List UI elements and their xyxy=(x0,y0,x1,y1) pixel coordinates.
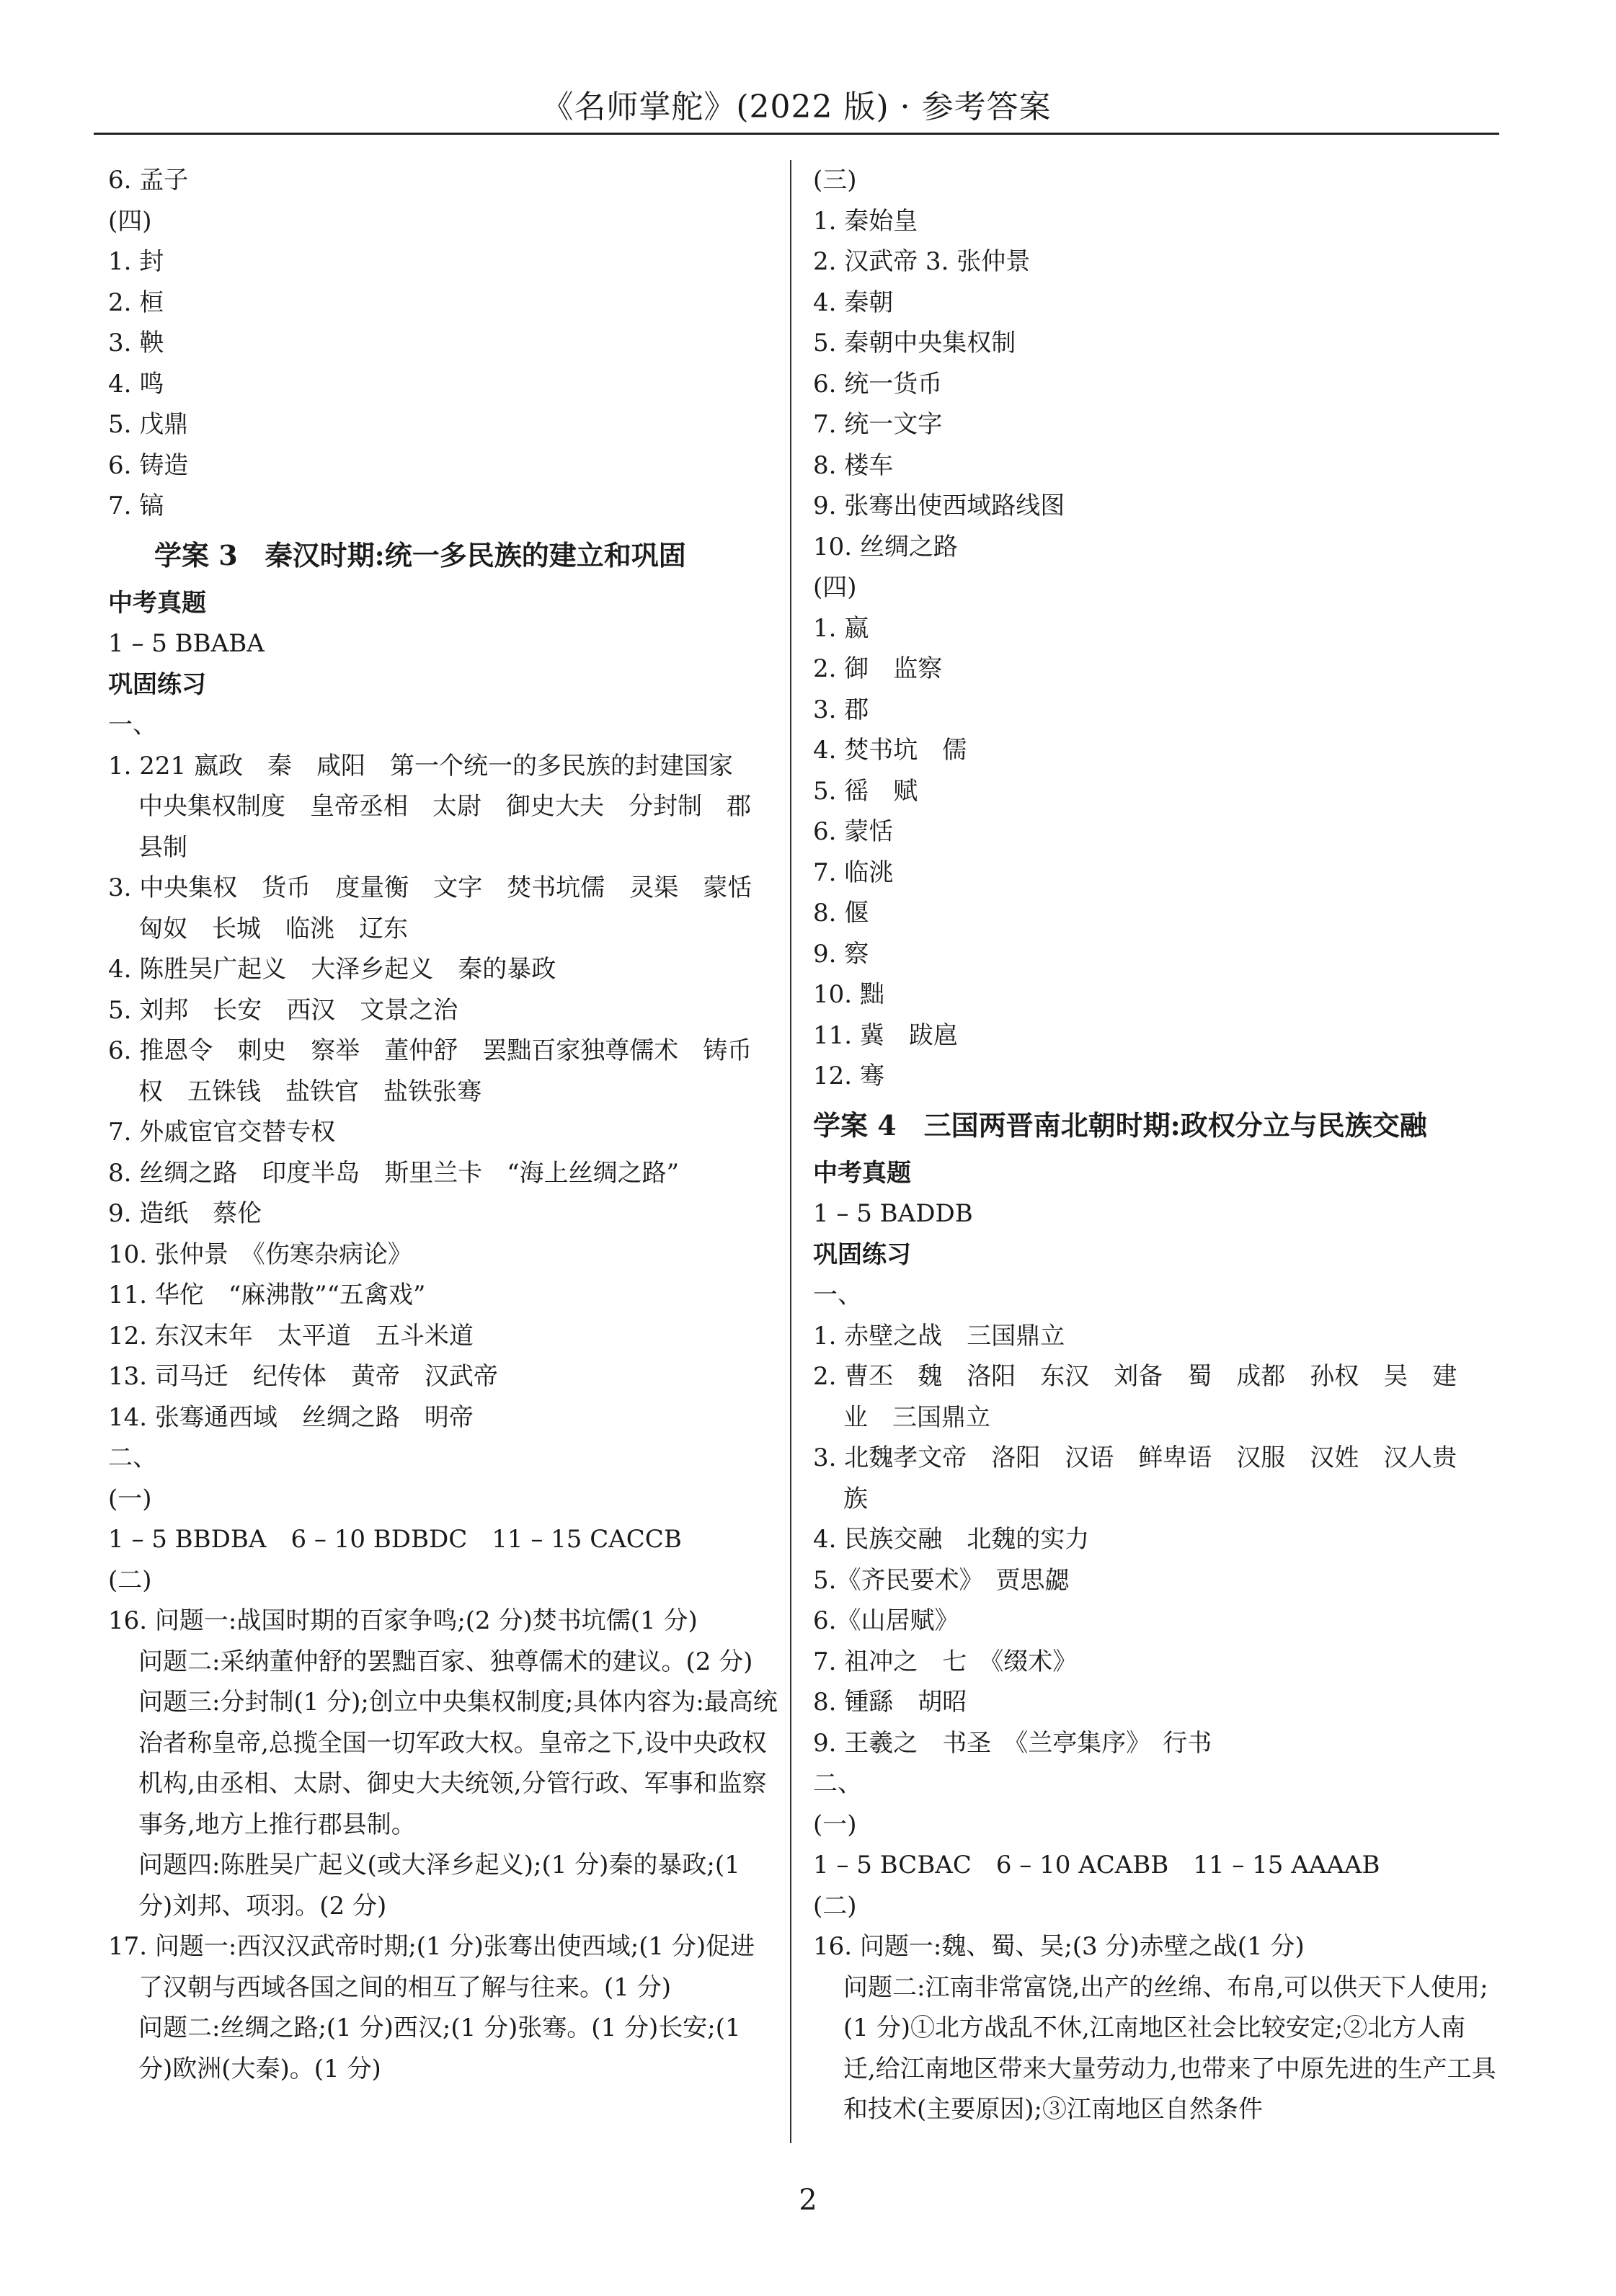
answer-line: 1. 嬴 xyxy=(813,613,869,643)
sub-heading: (二) xyxy=(108,1565,152,1595)
answer-line: 9. 王羲之 书圣 《兰亭集序》 行书 xyxy=(813,1728,1212,1758)
answer-line: 4. 民族交融 北魏的实力 xyxy=(813,1525,1090,1554)
answer-line: 业 三国鼎立 xyxy=(843,1402,990,1432)
answer-line: 4. 陈胜吴广起义 大泽乡起义 秦的暴政 xyxy=(108,955,556,984)
sub-heading: (一) xyxy=(108,1484,152,1513)
answer-line: 7. 镐 xyxy=(108,491,164,520)
answer-line: 8. 锺繇 胡昭 xyxy=(813,1688,967,1717)
question-17-part-1: 17. 问题一:西汉汉武帝时期;(1 分)张骞出使西域;(1 分)促进了汉朝与西域各国之间的相互了解与往来。(1 分) xyxy=(108,1932,755,2002)
sub-heading: (四) xyxy=(108,206,152,236)
answer-line: 11. 冀 跋扈 xyxy=(813,1020,958,1050)
answer-line: 11. 华佗 “麻沸散”“五禽戏” xyxy=(108,1281,426,1309)
section-4-title: 学案 4 三国两晋南北朝时期:政权分立与民族交融 xyxy=(813,1108,1427,1142)
part-label: 一、 xyxy=(108,711,157,739)
answer-line: 6. 蒙恬 xyxy=(813,817,894,846)
mc-answers: 1 – 5 BCBAC 6 – 10 ACABB 11 – 15 AAAAB xyxy=(813,1851,1380,1879)
answer-line: 权 五铢钱 盐铁官 盐铁张骞 xyxy=(138,1077,481,1106)
answer-line: 9. 造纸 蔡伦 xyxy=(108,1199,262,1228)
answer-line: 6. 统一货币 xyxy=(813,369,943,399)
answer-line: 3. 中央集权 货币 度量衡 文字 焚书坑儒 灵渠 蒙恬 xyxy=(108,873,752,902)
answer-line: 匈奴 长城 临洮 辽东 xyxy=(138,914,408,943)
right-column xyxy=(813,160,1498,2130)
answer-line: 5. 秦朝中央集权制 xyxy=(813,329,1016,357)
part-label: 二、 xyxy=(813,1769,862,1798)
answer-line: 5. 刘邦 长安 西汉 文景之治 xyxy=(108,995,458,1025)
answer-line: 1. 秦始皇 xyxy=(813,206,918,236)
answer-line: 2. 汉武帝 3. 张仲景 xyxy=(813,247,1031,276)
answer-line: 5. 戊鼎 xyxy=(108,410,189,439)
exam-answer: 1 – 5 BADDB xyxy=(813,1199,973,1228)
answer-line: 4. 焚书坑 儒 xyxy=(813,736,967,765)
answer-line: 8. 偃 xyxy=(813,899,869,927)
answer-line: 中央集权制度 皇帝丞相 太尉 御史大夫 分封制 郡 xyxy=(138,792,751,821)
answer-line: 3. 北魏孝文帝 洛阳 汉语 鲜卑语 汉服 汉姓 汉人贵 xyxy=(813,1443,1457,1472)
answer-line: 族 xyxy=(843,1484,868,1513)
answer-line: 6. 推恩令 刺史 察举 董仲舒 罢黜百家独尊儒术 铸币 xyxy=(108,1036,752,1065)
answer-line: 5. 徭 赋 xyxy=(813,776,918,806)
question-16-part-3: 问题三:分封制(1 分);创立中央集权制度;具体内容为:最高统治者称皇帝,总揽全国一切军政大权。皇帝之下,设中央政权机构,由丞相、太尉、御史大夫统领,分管行政、军事和监察事务,地方上推行郡县制。 xyxy=(138,1688,778,1839)
answer-line: 7. 祖冲之 七 《缀术》 xyxy=(813,1647,1078,1676)
answer-line: 6. 铸造 xyxy=(108,450,189,480)
mc-answers: 1 – 5 BBDBA 6 – 10 BDBDC 11 – 15 CACCB xyxy=(108,1525,682,1554)
answer-line: 3. 鞅 xyxy=(108,329,164,357)
answer-line: 1. 赤壁之战 三国鼎立 xyxy=(813,1321,1065,1351)
exam-answer: 1 – 5 BBABA xyxy=(108,629,265,658)
question-17-part-2: 问题二:丝绸之路;(1 分)西汉;(1 分)张骞。(1 分)长安;(1 分)欧洲(大秦)。(1 分) xyxy=(138,2014,741,2083)
answer-line: 1. 221 嬴政 秦 咸阳 第一个统一的多民族的封建国家 xyxy=(108,751,733,780)
page-number: 2 xyxy=(799,2184,817,2217)
exam-label: 中考真题 xyxy=(108,588,206,618)
page-header-title: 《名师掌舵》(2022 版) · 参考答案 xyxy=(541,89,1052,125)
question-16-part-1: 16. 问题一:战国时期的百家争鸣;(2 分)焚书坑儒(1 分) xyxy=(108,1606,698,1635)
question-16-part-1: 16. 问题一:魏、蜀、吴;(3 分)赤壁之战(1 分) xyxy=(813,1932,1305,1961)
answer-line: 6. 孟子 xyxy=(108,166,189,195)
exam-label: 中考真题 xyxy=(813,1158,911,1188)
answer-line: 10. 丝绸之路 xyxy=(813,532,958,561)
answer-line: 7. 临洮 xyxy=(813,858,894,887)
answer-line: 10. 张仲景 《伤寒杂病论》 xyxy=(108,1240,412,1269)
answer-line: 8. 丝绸之路 印度半岛 斯里兰卡 “海上丝绸之路” xyxy=(108,1158,680,1188)
question-16-part-2: 问题二:江南非常富饶,出产的丝绵、布帛,可以供天下人使用;(1 分)①北方战乱不休,江南地区社会比较安定;②北方人南迁,给江南地区带来大量劳动力,也带来了中原先进的生产工具和技术(主要原因);③江南地区自然条件 xyxy=(843,1972,1496,2124)
answer-line: 12. 骞 xyxy=(813,1062,884,1090)
part-label: 二、 xyxy=(108,1443,157,1472)
answer-line: 9. 张骞出使西域路线图 xyxy=(813,491,1065,520)
practice-label: 巩固练习 xyxy=(813,1240,911,1269)
question-16-part-4: 问题四:陈胜吴广起义(或大泽乡起义);(1 分)秦的暴政;(1 分)刘邦、项羽。(2 分) xyxy=(138,1851,740,1921)
section-3-title: 学案 3 秦汉时期:统一多民族的建立和巩固 xyxy=(154,538,686,571)
answer-line: 10. 黜 xyxy=(813,980,884,1009)
answer-line: 2. 曹丕 魏 洛阳 东汉 刘备 蜀 成都 孙权 吴 建 xyxy=(813,1362,1457,1391)
answer-line: 1. 封 xyxy=(108,247,164,276)
answer-line: 14. 张骞通西域 丝绸之路 明帝 xyxy=(108,1402,474,1432)
answer-line: 13. 司马迁 纪传体 黄帝 汉武帝 xyxy=(108,1362,498,1391)
sub-heading: (一) xyxy=(813,1810,857,1839)
answer-line: 6.《山居赋》 xyxy=(813,1606,959,1635)
answer-line: 2. 御 监察 xyxy=(813,654,943,683)
sub-heading: (二) xyxy=(813,1891,857,1921)
answer-line: 5.《齐民要术》 贾思勰 xyxy=(813,1565,1070,1595)
answer-line: 县制 xyxy=(138,832,187,862)
part-label: 一、 xyxy=(813,1281,862,1309)
sub-heading: (四) xyxy=(813,573,857,602)
question-16-part-2: 问题二:采纳董仲舒的罢黜百家、独尊儒术的建议。(2 分) xyxy=(138,1647,753,1676)
practice-label: 巩固练习 xyxy=(108,669,206,699)
answer-line: 7. 统一文字 xyxy=(813,410,943,439)
column-divider xyxy=(790,160,791,2143)
answer-line: 8. 楼车 xyxy=(813,450,894,480)
left-column xyxy=(108,160,778,2089)
answer-line: 12. 东汉末年 太平道 五斗米道 xyxy=(108,1321,474,1351)
answer-line: 9. 察 xyxy=(813,939,869,969)
answer-line: 3. 郡 xyxy=(813,695,869,724)
answer-line: 4. 鸣 xyxy=(108,369,164,399)
header-rule xyxy=(94,133,1499,135)
answer-line: 4. 秦朝 xyxy=(813,288,894,317)
answer-line: 2. 桓 xyxy=(108,288,164,317)
answer-line: 7. 外戚宦官交替专权 xyxy=(108,1118,336,1147)
sub-heading: (三) xyxy=(813,166,857,195)
